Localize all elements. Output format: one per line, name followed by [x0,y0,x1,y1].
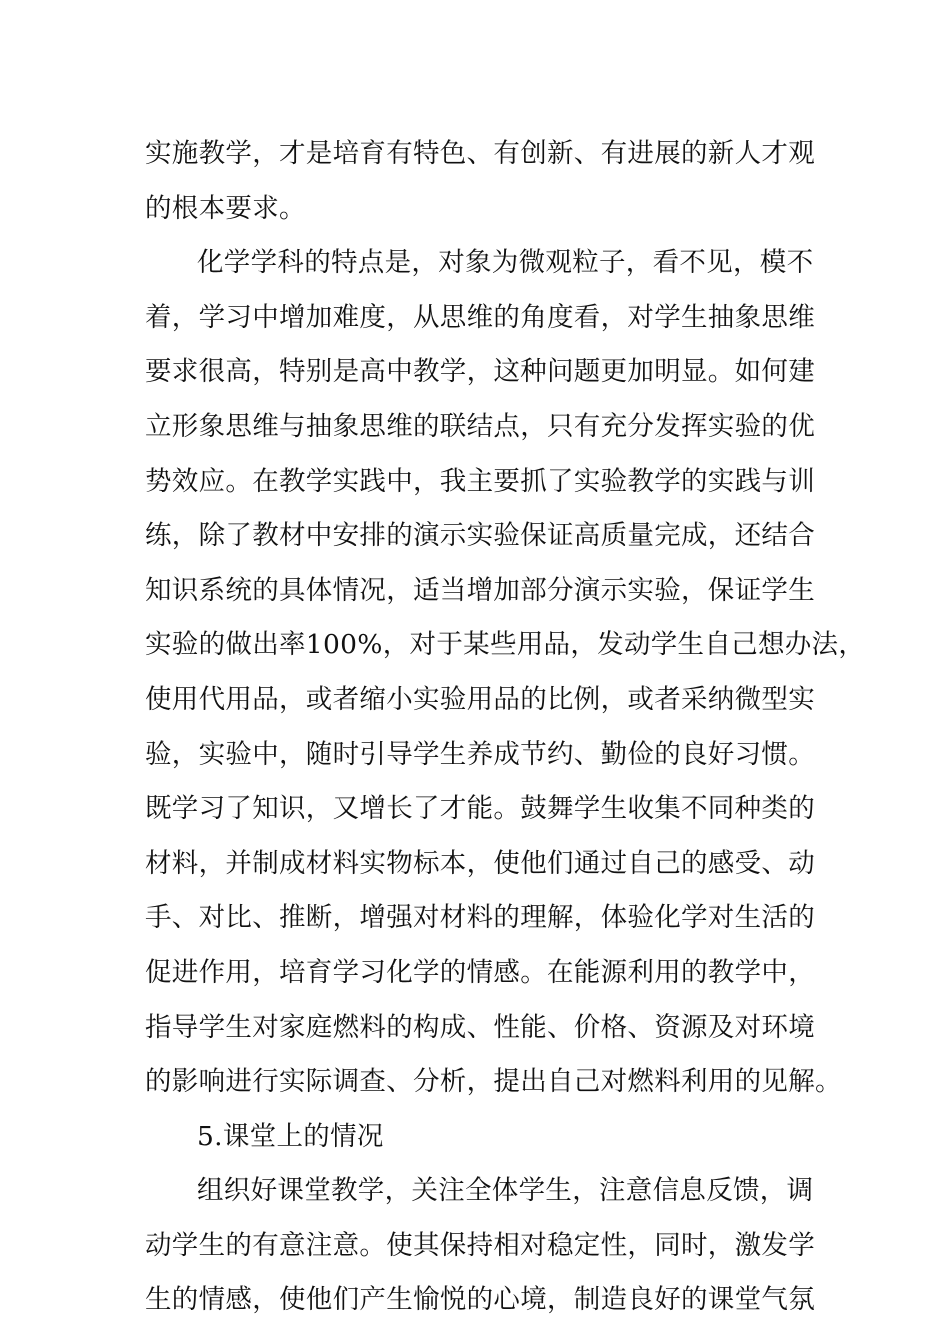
body-text [145,127,866,1328]
text-line: 立形象思维与抽象思维的联结点，只有充分发挥实验的优 [145,410,815,442]
paragraph-first-line: 化学学科的特点是，对象为微观粒子，看不见，模不 [197,247,814,279]
text-line: 既学习了知识，又增长了才能。鼓舞学生收集不同种类的 [145,793,815,825]
text-line: 的影响进行实际调查、分析，提出自己对燃料利用的见解。 [145,1066,842,1098]
text-line: 要求很高，特别是高中教学，这种问题更加明显。如何建 [145,356,815,388]
text-line: 的根本要求。 [145,192,306,224]
text-line: 指导学生对家庭燃料的构成、性能、价格、资源及对环境 [145,1011,815,1043]
text-line: 实验的做出率100%，对于某些用品，发动学生自己想办法， [145,629,866,661]
paragraph-first-line: 组织好课堂教学，关注全体学生，注意信息反馈，调 [197,1175,814,1207]
text-line: 势效应。在教学实践中，我主要抓了实验教学的实践与训 [145,465,815,497]
text-line: 实施教学，才是培育有特色、有创新、有进展的新人才观 [145,138,815,169]
text-line: 生的情感，使他们产生愉悦的心境，制造良好的课堂气氛 [145,1284,815,1316]
text-line: 知识系统的具体情况，适当增加部分演示实验，保证学生 [145,574,815,606]
text-line: 手、对比、推断，增强对材料的理解，体验化学对生活的 [145,902,815,934]
text-line: 使用代用品，或者缩小实验用品的比例，或者采纳微型实 [145,683,815,715]
text-line: 材料，并制成材料实物标本，使他们通过自己的感受、动 [145,847,815,879]
text-line: 验，实验中，随时引导学生养成节约、勤俭的良好习惯。 [145,738,815,770]
text-line: 促进作用，培育学习化学的情感。在能源利用的教学中， [145,956,815,988]
text-line: 动学生的有意注意。使其保持相对稳定性，同时，激发学 [145,1229,815,1261]
section-heading: 5.课堂上的情况 [197,1120,384,1152]
text-line: 着，学习中增加难度，从思维的角度看，对学生抽象思维 [145,301,815,333]
text-line: 练，除了教材中安排的演示实验保证高质量完成，还结合 [145,520,815,552]
